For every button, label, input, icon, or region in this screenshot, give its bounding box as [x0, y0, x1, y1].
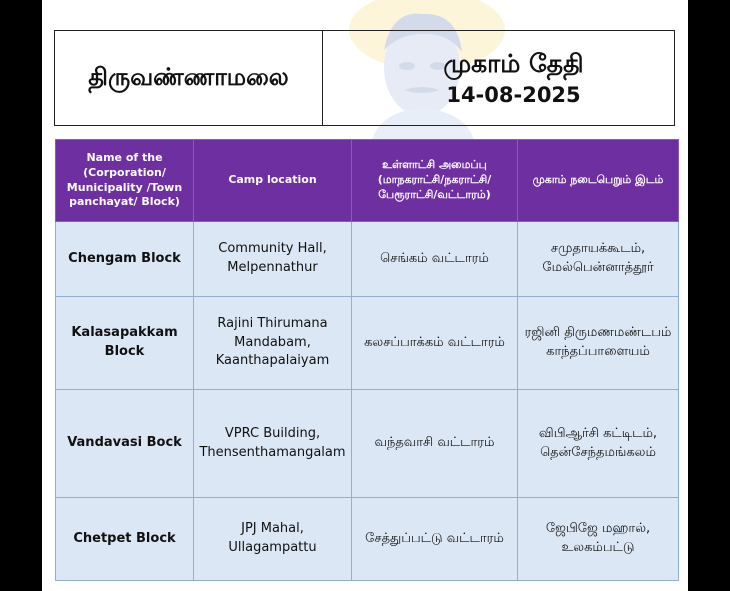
block-name: Vandavasi Bock	[56, 390, 194, 498]
table-row	[56, 498, 679, 581]
camp-location: Community Hall, Melpennathur	[194, 222, 352, 297]
document-sheet	[42, 0, 688, 591]
local-body: கலசப்பாக்கம் வட்டாரம்	[352, 297, 518, 390]
header-box	[54, 30, 675, 126]
block-name: Chetpet Block	[56, 498, 194, 581]
table-header-row	[56, 140, 679, 222]
column-header-local-body: உள்ளாட்சி அமைப்பு (மாநகராட்சி/நகராட்சி/ பேரூராட்சி/வட்டாரம்)	[352, 140, 518, 222]
venue: சமுதாயக்கூடம், மேல்பென்னாத்தூர்	[518, 222, 679, 297]
local-body: வந்தவாசி வட்டாரம்	[352, 390, 518, 498]
table-row	[56, 222, 679, 297]
camp-date: 14-08-2025	[446, 83, 581, 107]
column-header-name: Name of the (Corporation/ Municipality /Town panchayat/ Block)	[56, 140, 194, 222]
camp-location: VPRC Building, Thensenthamangalam	[194, 390, 352, 498]
table-row	[56, 297, 679, 390]
block-name: Kalasapakkam Block	[56, 297, 194, 390]
camp-date-label: முகாம் தேதி	[443, 49, 584, 78]
camp-date-block	[323, 31, 674, 125]
district-title: திருவண்ணாமலை	[55, 31, 323, 125]
venue: ரஜினி திருமணமண்டபம் காந்தப்பாளையம்	[518, 297, 679, 390]
table-row	[56, 390, 679, 498]
local-body: சேத்துப்பட்டு வட்டாரம்	[352, 498, 518, 581]
venue: விபிஆர்சி கட்டிடம், தென்சேந்தமங்கலம்	[518, 390, 679, 498]
camp-schedule-table	[55, 139, 679, 581]
camp-location: JPJ Mahal, Ullagampattu	[194, 498, 352, 581]
column-header-camp-location: Camp location	[194, 140, 352, 222]
venue: ஜேபிஜே மஹால், உலகம்பட்டு	[518, 498, 679, 581]
camp-location: Rajini Thirumana Mandabam, Kaanthapalaiyam	[194, 297, 352, 390]
column-header-venue: முகாம் நடைபெறும் இடம்	[518, 140, 679, 222]
block-name: Chengam Block	[56, 222, 194, 297]
local-body: செங்கம் வட்டாரம்	[352, 222, 518, 297]
